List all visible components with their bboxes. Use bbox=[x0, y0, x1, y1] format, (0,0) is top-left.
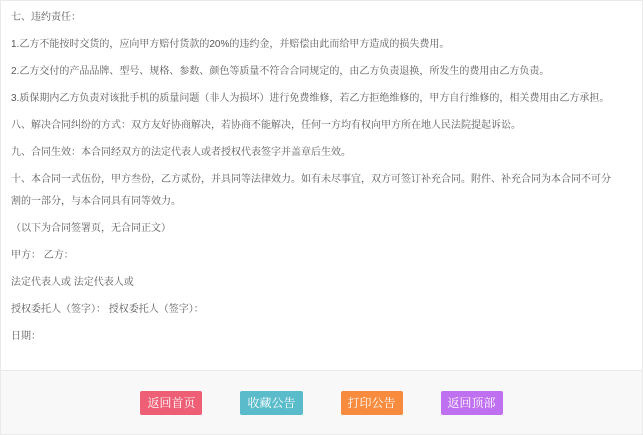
contract-paragraph: 八、解决合同纠纷的方式：双方友好协商解决，若协商不能解决，任何一方均有权向甲方所在地人民法院提起诉讼。 bbox=[11, 120, 521, 131]
contract-paragraph: 十、本合同一式伍份，甲方叁份，乙方贰份，并具同等法律效力。如有未尽事宜，双方可签订补充合同。附件、补充合同为本合同不可分割的一部分，与本合同具有同等效力。 bbox=[11, 174, 611, 207]
contract-paragraph: 2.乙方交付的产品品牌、型号、规格、参数、颜色等质量不符合合同规定的，由乙方负责退换，所发生的费用由乙方负责。 bbox=[11, 66, 550, 77]
back-to-top-button[interactable]: 返回顶部 bbox=[441, 391, 503, 415]
contract-paragraph: 1.乙方不能按时交货的，应向甲方赔付货款的20%的违约金，并赔偿由此而给甲方造成的损失费用。 bbox=[11, 39, 450, 50]
footer-actions bbox=[1, 370, 642, 434]
contract-paragraph: 3.质保期内乙方负责对该批手机的质量问题（非人为损坏）进行免费维修，若乙方拒绝维修的，甲方自行维修的，相关费用由乙方承担。 bbox=[11, 93, 610, 104]
signature-legal-representative-line: 法定代表人或 法定代表人或 bbox=[11, 277, 134, 288]
print-announcement-button[interactable]: 打印公告 bbox=[341, 391, 403, 415]
favorite-announcement-button[interactable]: 收藏公告 bbox=[240, 391, 302, 415]
signature-parties-line: 甲方： 乙方： bbox=[11, 250, 74, 261]
signature-date-line: 日期： bbox=[11, 331, 41, 342]
contract-body bbox=[1, 1, 642, 370]
contract-section-title: 七、违约责任： bbox=[11, 12, 81, 23]
contract-paragraph: 九、合同生效：本合同经双方的法定代表人或者授权代表签字并盖章后生效。 bbox=[11, 147, 351, 158]
contract-note: （以下为合同签署页，无合同正文） bbox=[11, 223, 171, 234]
signature-authorized-agent-line: 授权委托人（签字）： 授权委托人（签字）： bbox=[11, 304, 204, 315]
back-home-button[interactable]: 返回首页 bbox=[140, 391, 202, 415]
